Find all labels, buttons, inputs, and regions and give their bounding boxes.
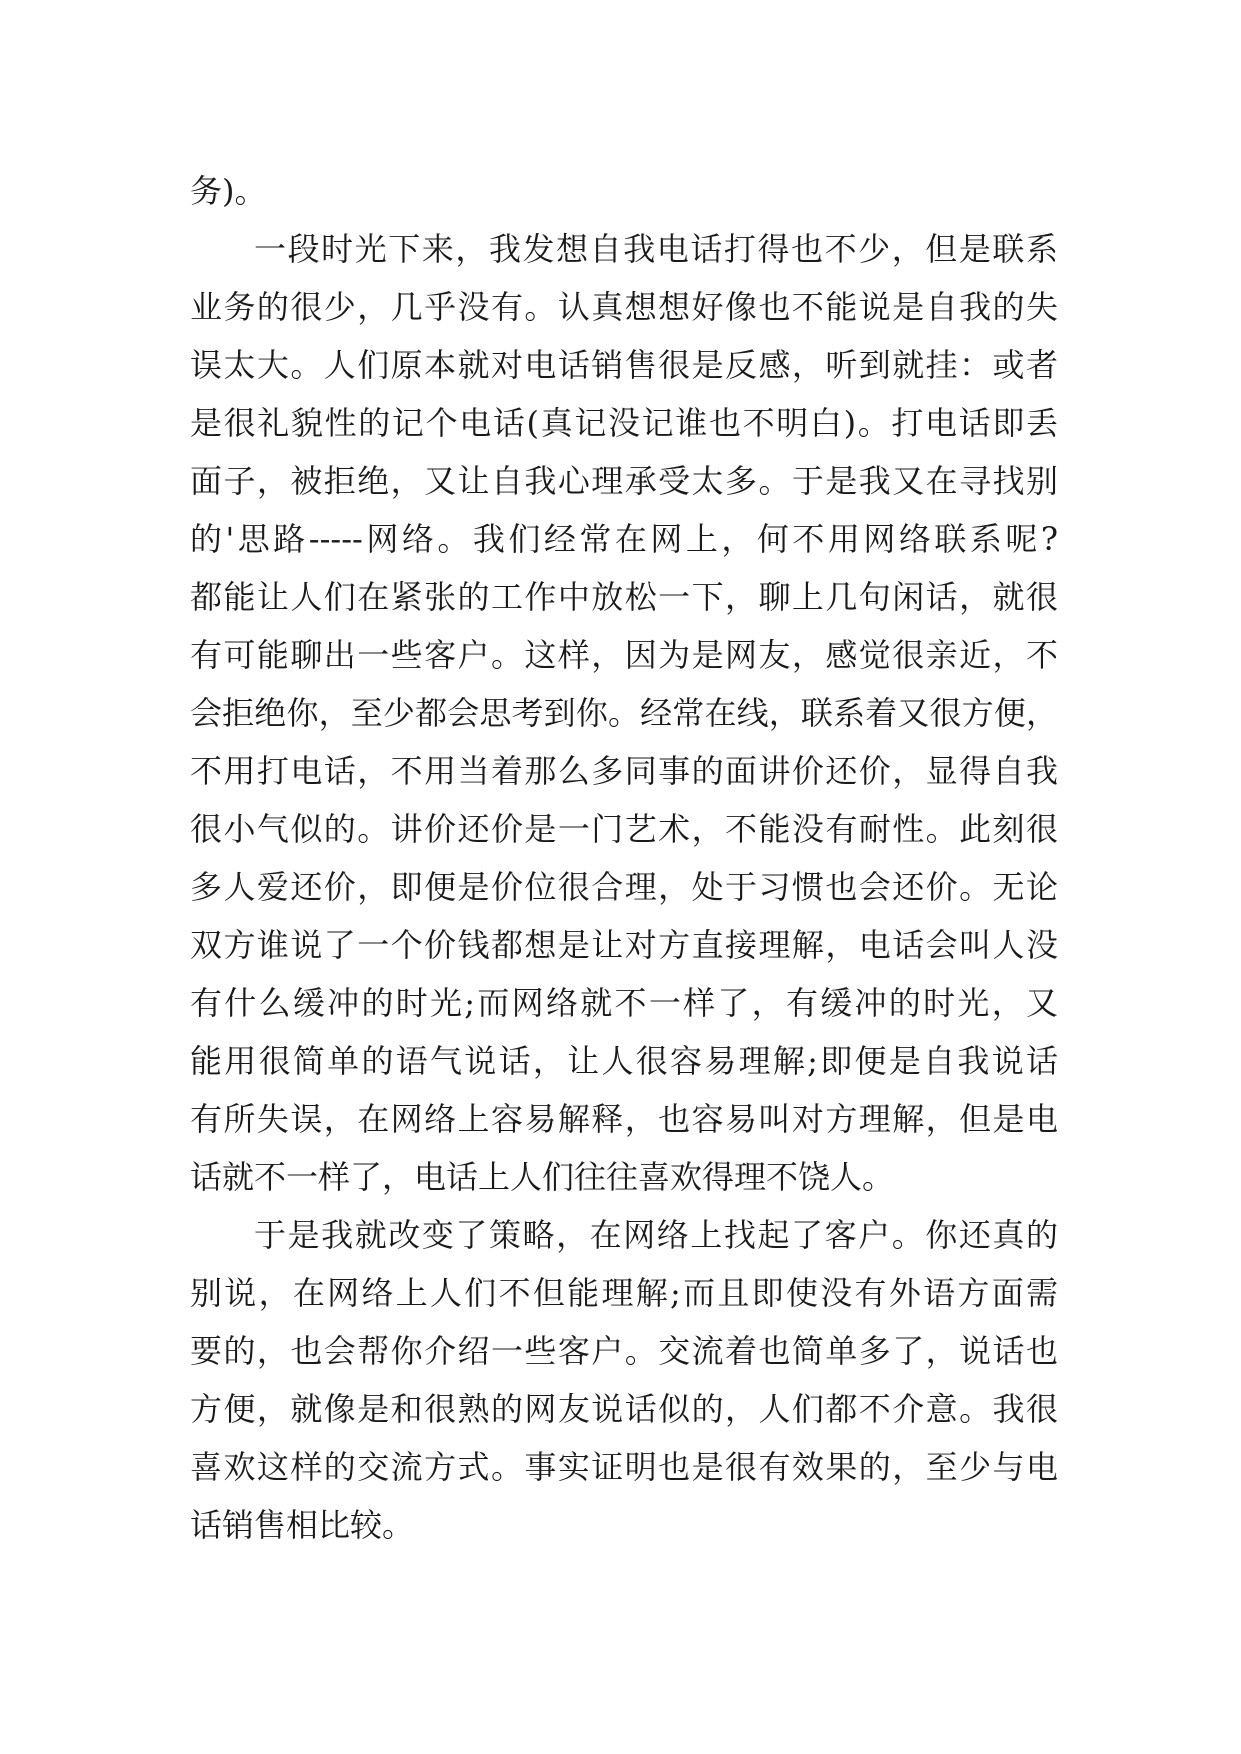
text-line: 业务的很少，几乎没有。认真想想好像也不能说是自我的失 bbox=[190, 288, 1058, 326]
text-line: 方便，就像是和很熟的网友说话似的，人们都不介意。我很 bbox=[190, 1390, 1058, 1428]
text-line: 都能让人们在紧张的工作中放松一下，聊上几句闲话，就很 bbox=[190, 578, 1058, 616]
text-line: 不用打电话，不用当着那么多同事的面讲价还价，显得自我 bbox=[190, 752, 1058, 790]
text-line: 面子，被拒绝，又让自我心理承受太多。于是我又在寻找别 bbox=[190, 462, 1058, 500]
paragraph-3 bbox=[190, 1206, 1058, 1554]
text-line: 于是我就改变了策略，在网络上找起了客户。你还真的 bbox=[254, 1216, 1058, 1254]
paragraph-2 bbox=[190, 220, 1058, 1206]
text-line: 别说，在网络上人们不但能理解;而且即使没有外语方面需 bbox=[190, 1274, 1058, 1312]
text-line: 很小气似的。讲价还价是一门艺术，不能没有耐性。此刻很 bbox=[190, 810, 1058, 848]
text-line: 有所失误，在网络上容易解释，也容易叫对方理解，但是电 bbox=[190, 1100, 1058, 1138]
text-line: 话销售相比较。 bbox=[190, 1506, 415, 1544]
document-body bbox=[190, 162, 1058, 1554]
text-line: 多人爱还价，即便是价位很合理，处于习惯也会还价。无论 bbox=[190, 868, 1058, 906]
text-line: 有可能聊出一些客户。这样，因为是网友，感觉很亲近，不 bbox=[190, 636, 1058, 674]
text-line: 喜欢这样的交流方式。事实证明也是很有效果的，至少与电 bbox=[190, 1448, 1058, 1486]
text-line: 是很礼貌性的记个电话(真记没记谁也不明白)。打电话即丢 bbox=[190, 404, 1058, 442]
text-line: 双方谁说了一个价钱都想是让对方直接理解，电话会叫人没 bbox=[190, 926, 1058, 964]
text-line: 话就不一样了，电话上人们往往喜欢得理不饶人。 bbox=[190, 1158, 895, 1196]
text-line: 务)。 bbox=[190, 172, 267, 210]
text-line: 会拒绝你，至少都会思考到你。经常在线，联系着又很方便， bbox=[190, 694, 1058, 732]
text-line: 能用很简单的语气说话，让人很容易理解;即便是自我说话 bbox=[190, 1042, 1058, 1080]
text-line: 误太大。人们原本就对电话销售很是反感，听到就挂：或者 bbox=[190, 346, 1058, 384]
paragraph-1 bbox=[190, 162, 1058, 220]
text-line: 有什么缓冲的时光;而网络就不一样了，有缓冲的时光，又 bbox=[190, 984, 1058, 1022]
text-line: 要的，也会帮你介绍一些客户。交流着也简单多了，说话也 bbox=[190, 1332, 1058, 1370]
text-line: 一段时光下来，我发想自我电话打得也不少，但是联系 bbox=[254, 230, 1058, 268]
text-line: 的'思路-----网络。我们经常在网上，何不用网络联系呢? bbox=[190, 520, 1058, 558]
